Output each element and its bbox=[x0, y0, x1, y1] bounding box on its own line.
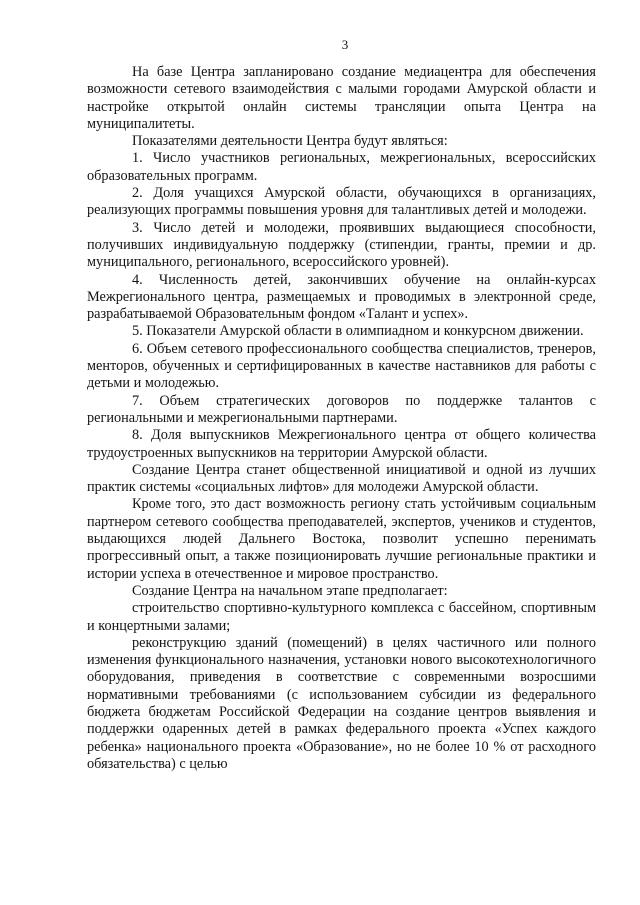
indicator-item-1: 1. Число участников региональных, межрегиональных, всероссийских образовательных программ. bbox=[87, 150, 596, 184]
paragraph-initial-stage: Создание Центра на начальном этапе предполагает: bbox=[132, 582, 448, 599]
paragraph-construction: строительство спортивно-культурного комплекса с бассейном, спортивным и концертными залами; bbox=[87, 600, 596, 634]
paragraph-reconstruction: реконструкцию зданий (помещений) в целях частичного или полного изменения функционального назначения, установки нового высокотехнологичного оборудования, приведения в соответствие с современными возросшими нормативными требованиями (с использованием субсидии из федерального бюджета бюджетам Российской Федерации на создание центров выявления и поддержки одаренных детей в рамках федерального проекта «Успех каждого ребенка» национального проекта «Образование», но не более 10 % от расходного обязательства) с целью bbox=[87, 634, 596, 772]
paragraph-social-lifts: Создание Центра станет общественной инициативой и одной из лучших практик системы «социальных лифтов» для молодежи Амурской области. bbox=[87, 461, 596, 496]
indicator-item-4: 4. Численность детей, закончивших обучение на онлайн-курсах Межрегионального центра, размещаемых и проводимых в электронной среде, разрабатываемой Образовательным фондом «Талант и успех». bbox=[87, 271, 596, 323]
indicator-item-3: 3. Число детей и молодежи, проявивших выдающиеся способности, получивших индивидуальную поддержку (стипендии, гранты, премии и др. муниципального, регионального, всероссийского уровней). bbox=[87, 219, 596, 271]
document-body bbox=[87, 64, 596, 773]
page-number: 3 bbox=[341, 37, 349, 52]
paragraph-partnership: Кроме того, это даст возможность региону стать устойчивым социальным партнером сетевого сообщества преподавателей, экспертов, учеников и студентов, выдающихся людей Дальнего Востока, позволит успешно перенимать прогрессивный опыт, а также позиционировать лучшие региональные практики и истории успеха в отечественное и мировое пространство. bbox=[87, 496, 596, 582]
indicator-item-5: 5. Показатели Амурской области в олимпиадном и конкурсном движении. bbox=[132, 323, 584, 340]
indicator-item-8: 8. Доля выпускников Межрегионального центра от общего количества трудоустроенных выпускников на территории Амурской области. bbox=[87, 427, 596, 461]
indicator-item-2: 2. Доля учащихся Амурской области, обучающихся в организациях, реализующих программы повышения уровня для талантливых детей и молодежи. bbox=[87, 185, 596, 219]
paragraph-indicators-intro: Показателями деятельности Центра будут являться: bbox=[132, 133, 448, 150]
indicator-item-6: 6. Объем сетевого профессионального сообщества специалистов, тренеров, менторов, обученных и сертифицированных в качестве наставников для работы с детьми и молодежью. bbox=[87, 340, 596, 392]
indicator-item-7: 7. Объем стратегических договоров по поддержке талантов с региональными и межрегиональными партнерами. bbox=[87, 392, 596, 426]
paragraph-mediacenter: На базе Центра запланировано создание медиацентра для обеспечения возможности сетевого взаимодействия с малыми городами Амурской области и настройке открытой онлайн системы трансляции опыта Центра на муниципалитеты. bbox=[87, 64, 596, 132]
